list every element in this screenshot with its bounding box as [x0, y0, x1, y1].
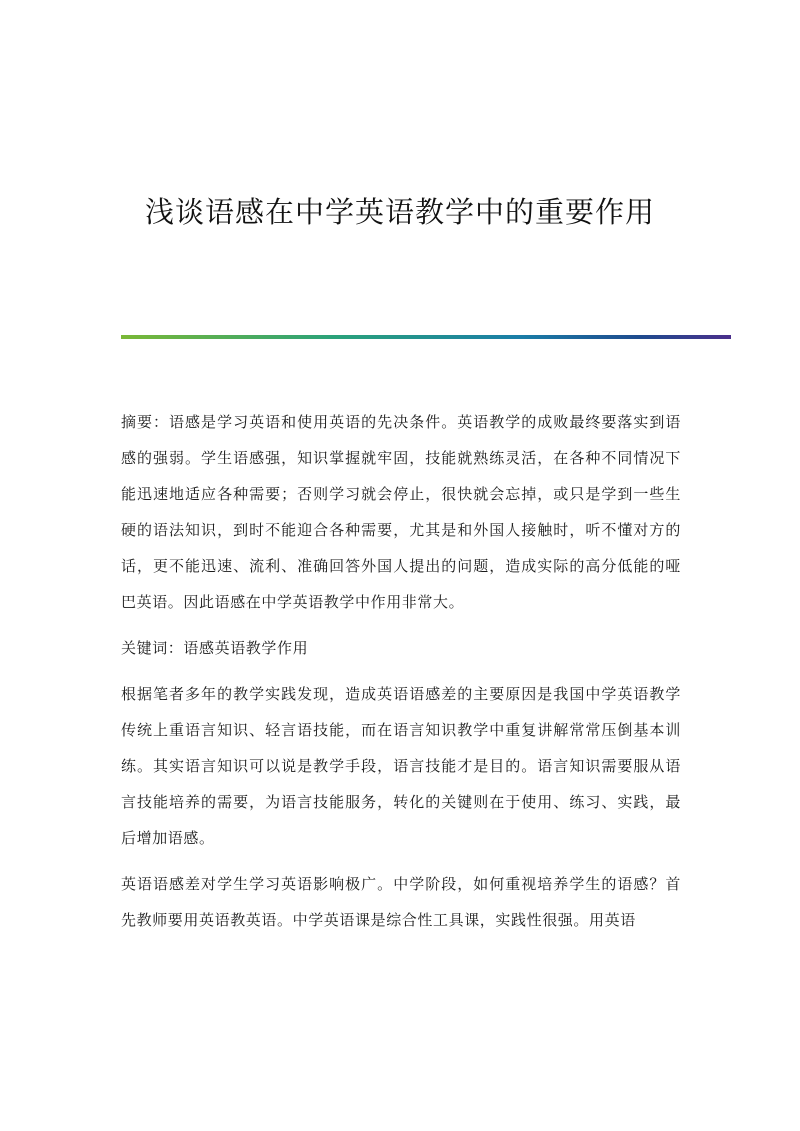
document-body — [121, 404, 681, 948]
keywords-paragraph: 关键词：语感英语教学作用 — [121, 639, 309, 657]
abstract-paragraph: 摘要：语感是学习英语和使用英语的先决条件。英语教学的成败最终要落实到语感的强弱。学生语感强，知识掌握就牢固，技能就熟练灵活，在各种不同情况下能迅速地适应各种需要；否则学习就会停止，很快就会忘掉，或只是学到一些生硬的语法知识，到时不能迎合各种需要，尤其是和外国人接触时，听不懂对方的话，更不能迅速、流利、准确回答外国人提出的问题，造成实际的高分低能的哑巴英语。因此语感在中学英语教学中作用非常大。 — [121, 413, 681, 611]
body-paragraph: 英语语感差对学生学习英语影响极广。中学阶段，如何重视培养学生的语感？首先教师要用英语教英语。中学英语课是综合性工具课，实践性很强。用英语 — [121, 875, 681, 929]
title-divider — [121, 335, 731, 339]
page-title: 浅谈语感在中学英语教学中的重要作用 — [144, 195, 655, 229]
body-paragraph: 根据笔者多年的教学实践发现，造成英语语感差的主要原因是我国中学英语教学传统上重语言知识、轻言语技能，而在语言知识教学中重复讲解常常压倒基本训练。其实语言知识可以说是教学手段，语言技能才是目的。语言知识需要服从语言技能培养的需要，为语言技能服务，转化的关键则在于使用、练习、实践，最后增加语感。 — [121, 685, 681, 847]
